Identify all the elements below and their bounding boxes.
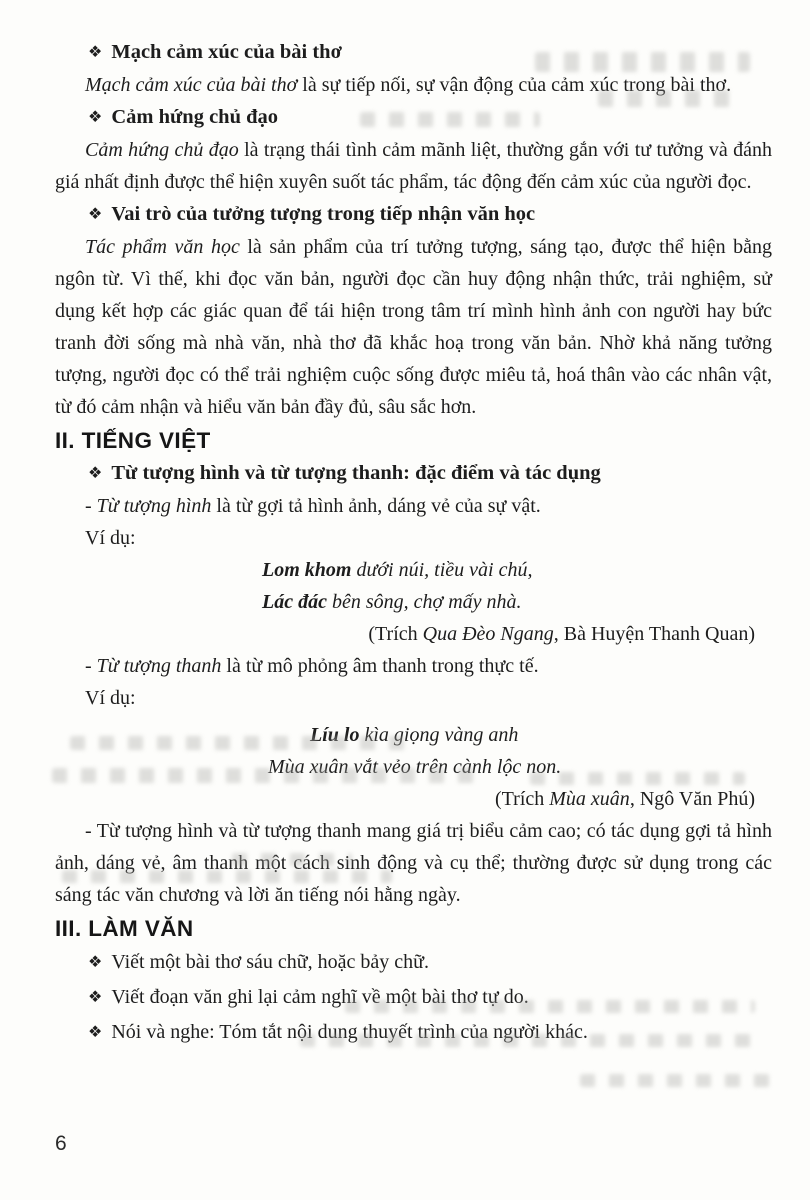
term-heading-vai-tro: [55, 198, 772, 231]
diamond-bullet-icon: ❖: [88, 987, 103, 1006]
poem-line: [55, 719, 772, 751]
task-item: [55, 1015, 772, 1050]
task-item-label: Nói và nghe: Tóm tắt nội dung thuyết trình của người khác.: [111, 1021, 588, 1043]
term-lead: Cảm hứng chủ đạo: [85, 139, 239, 161]
poem-qua-deo-ngang: [55, 554, 772, 618]
citation-post: , Bà Huyện Thanh Quan): [553, 623, 755, 645]
lam-van-section: [55, 913, 772, 1050]
term-lead: Tác phẩm văn học: [85, 236, 240, 258]
poem-line: [55, 586, 772, 618]
definition-tu-tuong-hinh: [55, 490, 772, 522]
task-item-label: Viết đoạn văn ghi lại cảm nghĩ về một bài thơ tự do.: [111, 986, 529, 1008]
citation-pre: (Trích: [494, 788, 550, 810]
poem-text: kìa giọng vàng anh: [359, 724, 519, 746]
sub-heading-tu-tuong-hinh: [55, 457, 772, 490]
term-rest: là sản phẩm của trí tưởng tượng, sáng tạo, được thể hiện bằng ngôn từ. Vì thế, khi đọc văn bản, người đọc cần huy động nhận thức, trải nghiệm, sử dụng kết hợp các giác quan để tái hiện trong tâm trí mình hình ảnh con người hay bức tranh đời sống mà nhà văn, nhà thơ đã khắc hoạ trong văn bản. Nhờ khả năng tưởng tượng, người đọc có thể trải nghiệm cuộc sống được miêu tả, hoá thân vào các nhân vật, từ đó cảm nhận và hiểu văn bản đầy đủ, sâu sắc hơn.: [55, 236, 772, 418]
poem-emphasis: Lác đác: [262, 591, 327, 613]
term-lead: Từ tượng thanh: [96, 655, 222, 677]
term-rest: là sự tiếp nối, sự vận động của cảm xúc trong bài thơ.: [297, 74, 732, 96]
term-heading-label: Mạch cảm xúc của bài thơ: [111, 41, 342, 63]
term-heading-cam-hung: [55, 101, 772, 134]
poem-text: dưới núi, tiều vài chú,: [351, 559, 533, 581]
glossary-section: [55, 36, 772, 423]
poem-emphasis: Lom khom: [262, 559, 352, 581]
citation-work-title: Mùa xuân: [549, 788, 630, 810]
dash: -: [85, 495, 92, 517]
diamond-bullet-icon: ❖: [88, 42, 103, 61]
dash: -: [85, 655, 92, 677]
section-heading-lam-van: III. LÀM VĂN: [55, 916, 194, 941]
tieng-viet-section: [55, 425, 772, 911]
poem-line: [55, 751, 772, 783]
poem-line: [55, 554, 772, 586]
task-item: [55, 980, 772, 1015]
poem-text: bên sông, chợ mấy nhà.: [326, 591, 522, 613]
term-definition: [55, 231, 772, 423]
poem-text: Mùa xuân vắt vẻo trên cành lộc non.: [268, 756, 562, 778]
citation-work-title: Qua Đèo Ngang: [422, 623, 554, 645]
summary-paragraph: - Từ tượng hình và từ tượng thanh mang giá trị biểu cảm cao; có tác dụng gợi tả hình ảnh, dáng vẻ, âm thanh một cách sinh động và cụ thể; thường được sử dụng trong các sáng tác văn chương và lời ăn tiếng nói hằng ngày.: [55, 820, 772, 906]
term-definition: [55, 134, 772, 198]
scan-ghost-artifact: [580, 1074, 770, 1087]
poem-mua-xuan: [55, 719, 772, 783]
term-heading-label: Vai trò của tưởng tượng trong tiếp nhận văn học: [111, 203, 536, 225]
term-lead: Mạch cảm xúc của bài thơ: [85, 74, 298, 96]
citation-qua-deo-ngang: [55, 618, 772, 650]
task-item-label: Viết một bài thơ sáu chữ, hoặc bảy chữ.: [111, 951, 429, 973]
term-definition: [55, 69, 772, 101]
citation-mua-xuan: [55, 783, 772, 815]
diamond-bullet-icon: ❖: [88, 107, 103, 126]
term-heading-label: Cảm hứng chủ đạo: [111, 106, 279, 128]
citation-pre: (Trích: [368, 623, 423, 645]
citation-post: , Ngô Văn Phú): [629, 788, 755, 810]
term-heading-mach-cam-xuc: [55, 36, 772, 69]
page-number: 6: [55, 1132, 67, 1155]
diamond-bullet-icon: ❖: [88, 952, 103, 971]
diamond-bullet-icon: ❖: [88, 463, 103, 482]
term-rest: là từ mô phỏng âm thanh trong thực tế.: [221, 655, 539, 677]
sub-heading-label: Từ tượng hình và từ tượng thanh: đặc điểm và tác dụng: [111, 462, 601, 484]
example-label: Ví dụ:: [85, 527, 136, 549]
diamond-bullet-icon: ❖: [88, 204, 103, 223]
poem-emphasis: Líu lo: [310, 724, 360, 746]
example-label: Ví dụ:: [85, 687, 136, 709]
section-heading-tieng-viet: II. TIẾNG VIỆT: [55, 428, 211, 453]
term-rest: là trạng thái tình cảm mãnh liệt, thường gắn với tư tưởng và đánh giá nhất định được thể hiện xuyên suốt tác phẩm, tác động đến cảm xúc của người đọc.: [55, 139, 772, 193]
term-lead: Từ tượng hình: [96, 495, 212, 517]
term-rest: là từ gợi tả hình ảnh, dáng vẻ của sự vật.: [211, 495, 541, 517]
definition-tu-tuong-thanh: [55, 650, 772, 682]
task-item: [55, 945, 772, 980]
diamond-bullet-icon: ❖: [88, 1022, 103, 1041]
